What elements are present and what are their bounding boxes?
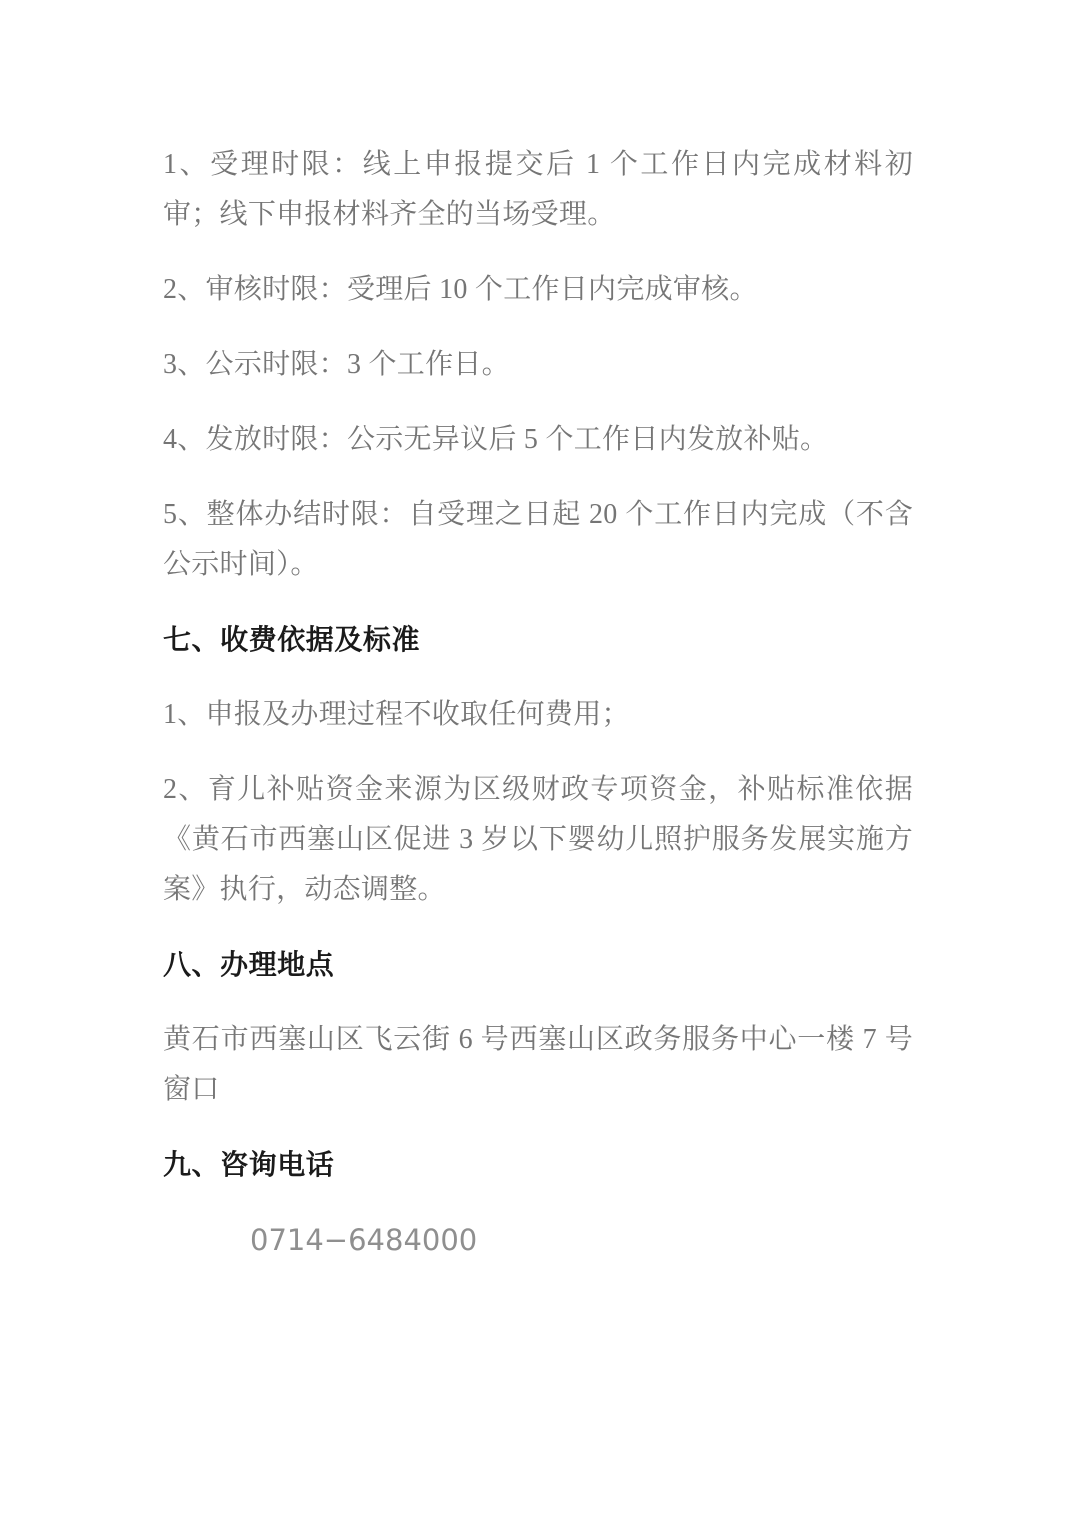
heading-consultation-phone: 九、咨询电话 <box>163 1149 335 1180</box>
paragraph-overall-completion-time-limit: 5、整体办结时限：自受理之日起 20 个工作日内完成（不含公示时间）。 <box>163 499 913 580</box>
paragraph-acceptance-time-limit: 1、受理时限：线上申报提交后 1 个工作日内完成材料初审；线下申报材料齐全的当场受理。 <box>163 149 913 230</box>
paragraph-subsidy-funding-source: 2、育儿补贴资金来源为区级财政专项资金，补贴标准依据《黄石市西塞山区促进 3 岁以下婴幼儿照护服务发展实施方案》执行，动态调整。 <box>163 774 913 905</box>
paragraph-review-time-limit: 2、审核时限：受理后 10 个工作日内完成审核。 <box>163 274 758 305</box>
paragraph-disbursement-time-limit: 4、发放时限：公示无异议后 5 个工作日内发放补贴。 <box>163 424 829 455</box>
paragraph-no-fees: 1、申报及办理过程不收取任何费用； <box>163 699 630 730</box>
heading-handling-location: 八、办理地点 <box>163 949 335 980</box>
paragraph-publicity-time-limit: 3、公示时限：3 个工作日。 <box>163 349 510 380</box>
paragraph-service-center-address: 黄石市西塞山区飞云街 6 号西塞山区政务服务中心一楼 7 号窗口 <box>163 1024 913 1105</box>
phone-number: 0714−6484000 <box>250 1223 478 1257</box>
heading-fee-basis-and-standard: 七、收费依据及标准 <box>163 624 421 655</box>
